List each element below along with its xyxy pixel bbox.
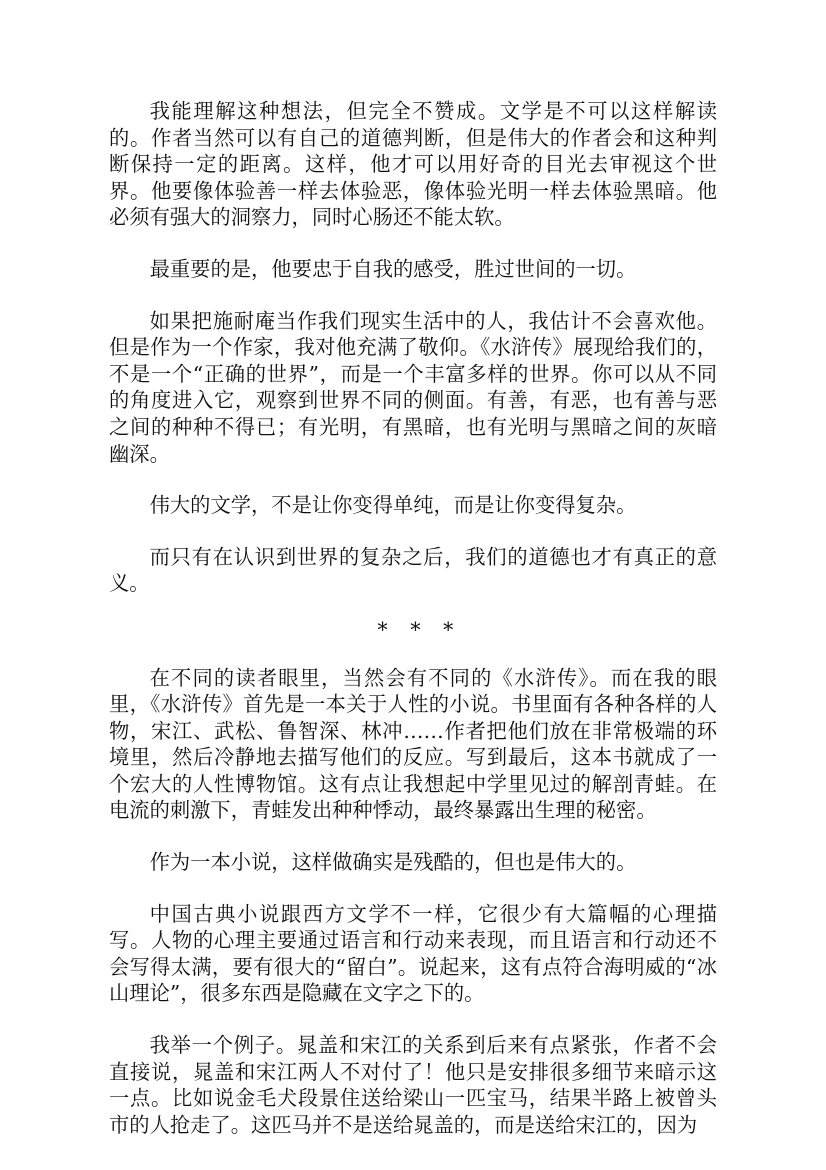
paragraph-7: 作为一本小说，这样做确实是残酷的，但也是伟大的。: [149, 850, 637, 875]
paragraph-8: 中国古典小说跟西方文学不一样，它很少有大篇幅的心理描写。人物的心理主要通过语言和行动来表现，而且语言和行动还不会写得太满，要有很大的“留白”。说起来，这有点符合海明威的“冰山理论”，很多东西是隐藏在文字之下的。: [109, 901, 717, 1006]
body-text: [109, 98, 717, 1163]
paragraph-9: 我举一个例子。晁盖和宋江的关系到后来有点紧张，作者不会直接说，晁盖和宋江两人不对付了！他只是安排很多细节来暗示这一点。比如说金毛犬段景住送给梁山一匹宝马，结果半路上被曾头市的人抢走了。这匹马并不是送给晁盖的，而是送给宋江的，因为: [109, 1033, 717, 1137]
paragraph-3: 如果把施耐庵当作我们现实生活中的人，我估计不会喜欢他。但是作为一个作家，我对他充满了敬仰。《水浒传》展现给我们的，不是一个“正确的世界”，而是一个丰富多样的世界。你可以从不同的角度进入它，观察到世界不同的侧面。有善，有恶，也有善与恶之间的种种不得已；有光明，有黑暗，也有光明与黑暗之间的灰暗幽深。: [109, 308, 717, 466]
paragraph-1: 我能理解这种想法，但完全不赞成。文学是不可以这样解读的。作者当然可以有自己的道德判断，但是伟大的作者会和这种判断保持一定的距离。这样，他才可以用好奇的目光去审视这个世界。他要像体验善一样去体验恶，像体验光明一样去体验黑暗。他必须有强大的洞察力，同时心肠还不能太软。: [109, 99, 717, 230]
section-separator: * * *: [377, 617, 462, 642]
paragraph-6: 在不同的读者眼里，当然会有不同的《水浒传》。而在我的眼里，《水浒传》首先是一本关于人性的小说。书里面有各种各样的人物，宋江、武松、鲁智深、林冲……作者把他们放在非常极端的环境里，然后冷静地去描写他们的反应。写到最后，这本书就成了一个宏大的人性博物馆。这有点让我想起中学里见过的解剖青蛙。在电流的刺激下，青蛙发出种种悸动，最终暴露出生理的秘密。: [109, 665, 717, 823]
paragraph-4: 伟大的文学，不是让你变得单纯，而是让你变得复杂。: [149, 493, 637, 518]
paragraph-5: 而只有在认识到世界的复杂之后，我们的道德也才有真正的意义。: [109, 544, 717, 596]
paragraph-2: 最重要的是，他要忠于自我的感受，胜过世间的一切。: [149, 256, 637, 281]
